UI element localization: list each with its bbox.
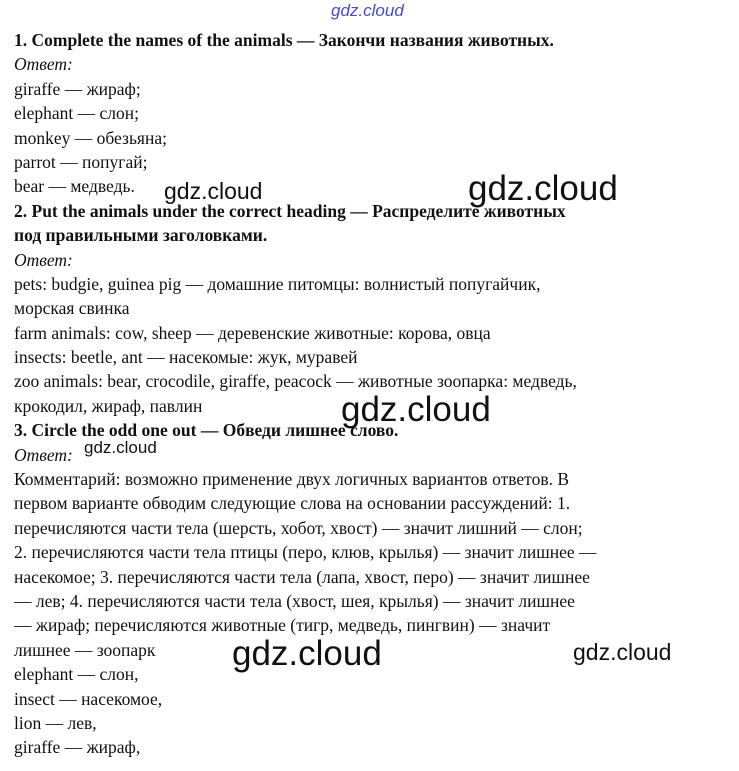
watermark: gdz.cloud bbox=[232, 634, 382, 673]
watermark: gdz.cloud bbox=[164, 178, 263, 204]
comment-line: Комментарий: возможно применение двух логичных вариантов ответов. В bbox=[14, 469, 570, 490]
watermark-top: gdz.cloud bbox=[331, 1, 404, 20]
watermark: gdz.cloud bbox=[573, 639, 672, 665]
task-1-heading: 1. Complete the names of the animals — Закончи названия животных. bbox=[14, 30, 554, 50]
text-line: крокодил, жираф, павлин bbox=[14, 395, 203, 416]
watermark: gdz.cloud bbox=[468, 169, 618, 208]
answer-label: Ответ: bbox=[14, 54, 73, 75]
text-line: giraffe — жираф, bbox=[14, 737, 141, 758]
answer-label: Ответ: bbox=[14, 249, 73, 270]
comment-line: — лев; 4. перечисляются части тела (хвост, шея, крылья) — значит лишнее bbox=[14, 590, 575, 611]
comment-line: первом варианте обводим следующие слова на основании рассуждений: 1. bbox=[14, 493, 571, 514]
comment-line: лишнее — зоопарк bbox=[14, 639, 156, 660]
text-line: zoo animals: bear, crocodile, giraffe, peacock — животные зоопарка: медведь, bbox=[14, 371, 577, 392]
text-line: parrot — попугай; bbox=[14, 151, 148, 172]
text-line: farm animals: cow, sheep — деревенские животные: корова, овца bbox=[14, 322, 491, 343]
comment-line: перечисляются части тела (шерсть, хобот, хвост) — значит лишний — слон; bbox=[14, 517, 583, 538]
text-line: insects: beetle, ant — насекомые: жук, муравей bbox=[14, 347, 358, 368]
text-line: giraffe — жираф; bbox=[14, 78, 141, 99]
task-2-heading-cont: под правильными заголовками. bbox=[14, 225, 268, 246]
text-line: lion — лев, bbox=[14, 712, 97, 733]
text-line: морская свинка bbox=[14, 298, 130, 319]
text-line: insect — насекомое, bbox=[14, 688, 163, 709]
text-line: pets: budgie, guinea pig — домашние питомцы: волнистый попугайчик, bbox=[14, 273, 541, 294]
watermark: gdz.cloud bbox=[341, 390, 491, 429]
text-line: monkey — обезьяна; bbox=[14, 127, 167, 148]
comment-line: насекомое; 3. перечисляются части тела (лапа, хвост, перо) — значит лишнее bbox=[14, 566, 590, 587]
text-line: elephant — слон, bbox=[14, 664, 139, 685]
task-3-heading: 3. Circle the odd one out — Обведи лишнее слово. bbox=[14, 420, 399, 441]
answer-label: Ответ: bbox=[14, 444, 73, 465]
watermark: gdz.cloud bbox=[84, 438, 157, 457]
text-line: elephant — слон; bbox=[14, 103, 140, 124]
task-2-heading: 2. Put the animals under the correct heading — Распределите животных bbox=[14, 200, 566, 221]
comment-line: 2. перечисляются части тела птицы (перо, клюв, крылья) — значит лишнее — bbox=[14, 542, 597, 563]
comment-line: — жираф; перечисляются животные (тигр, медведь, пингвин) — значит bbox=[14, 615, 551, 636]
text-line: bear — медведь. bbox=[14, 176, 135, 197]
